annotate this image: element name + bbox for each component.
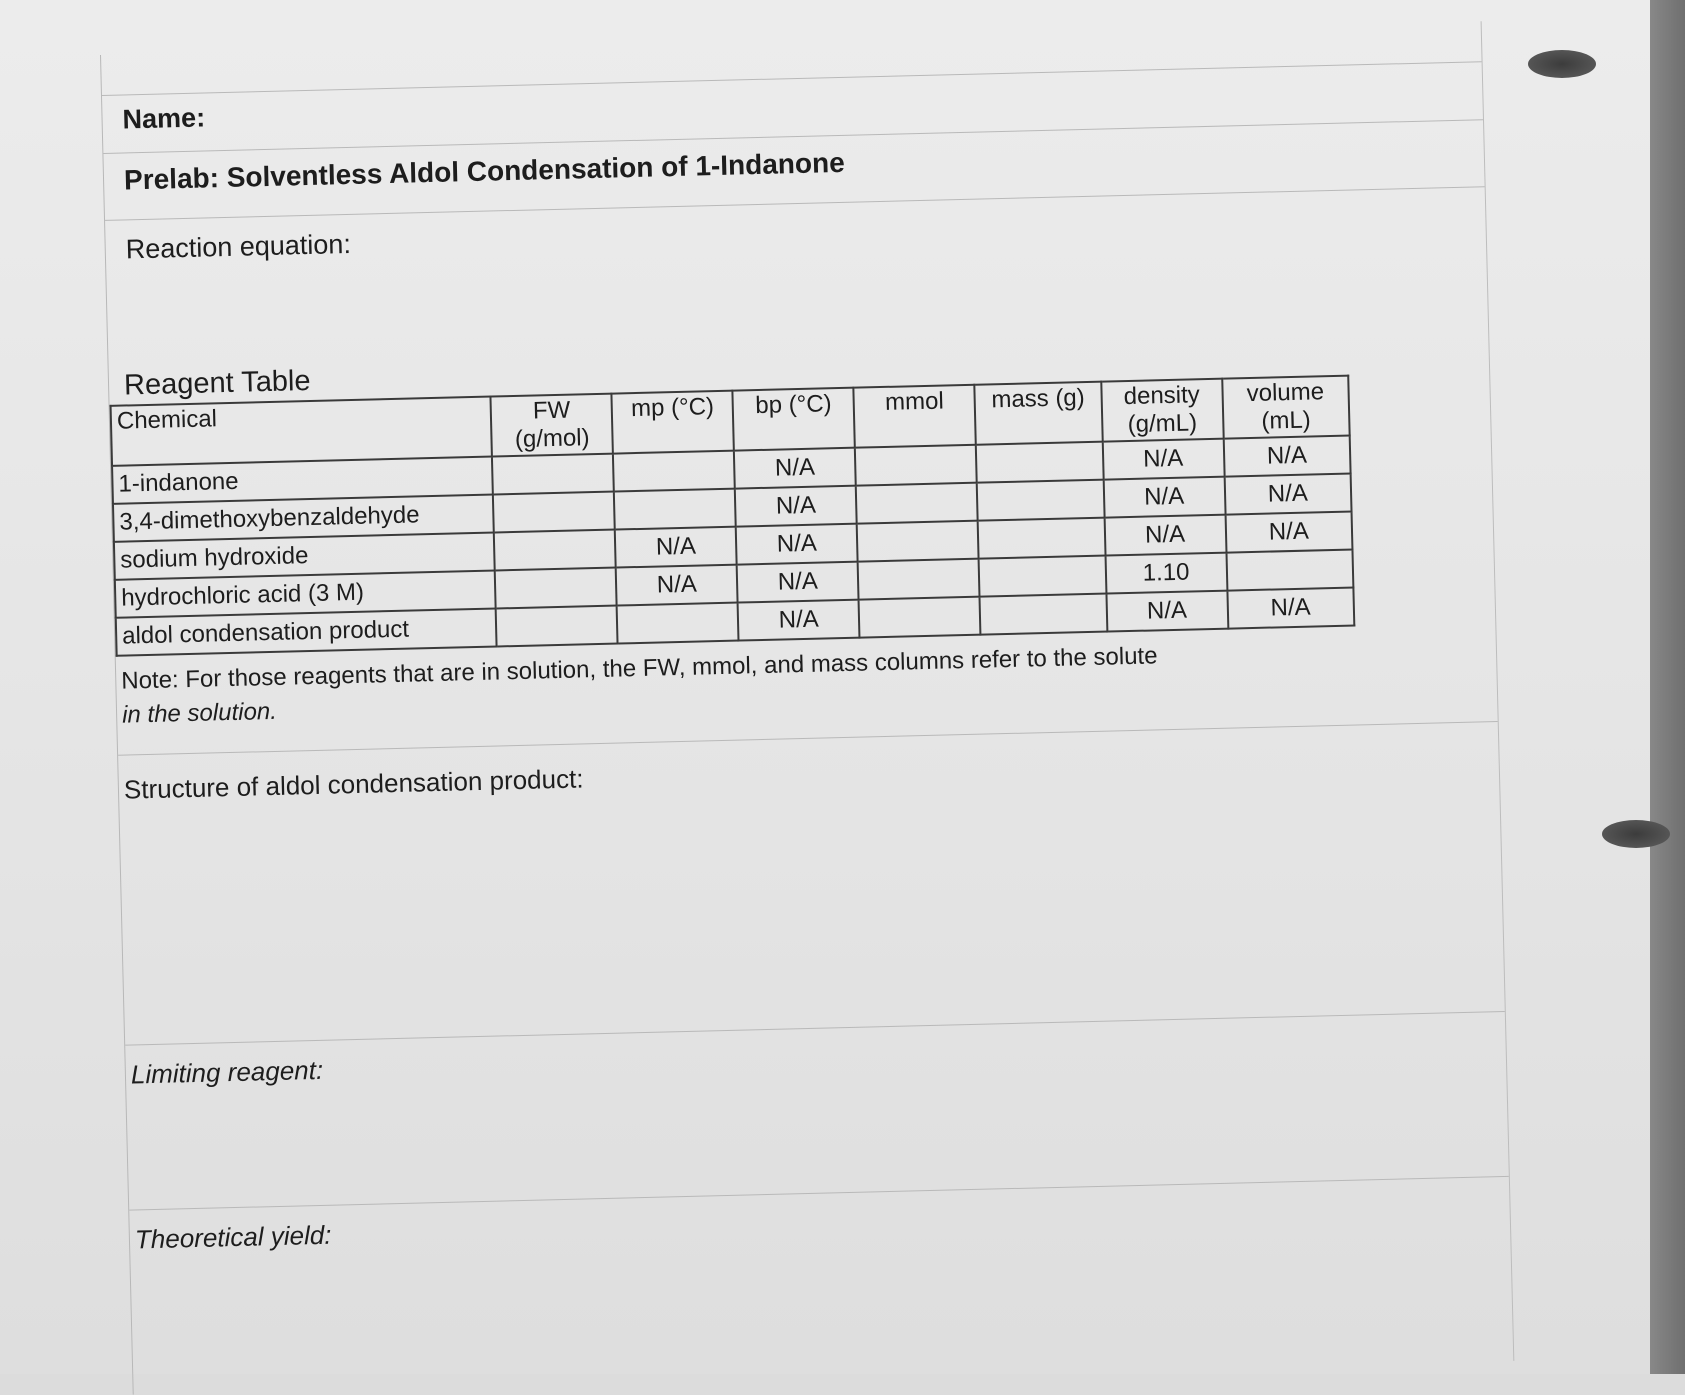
table-cell	[614, 489, 736, 530]
reagent-table	[110, 375, 1356, 657]
table-cell: hydrochloric acid (3 M)	[115, 571, 496, 618]
punch-hole-top	[1528, 50, 1596, 78]
table-cell	[859, 597, 981, 638]
table-cell: N/A	[1227, 588, 1354, 629]
table-cell	[492, 454, 614, 495]
column-header: FW (g/mol)	[491, 394, 613, 457]
table-cell	[858, 559, 980, 600]
table-cell: N/A	[615, 527, 737, 568]
table-cell	[856, 483, 978, 524]
column-header: density (g/mL)	[1101, 379, 1223, 442]
column-header: mp (°C)	[612, 391, 734, 454]
table-cell: N/A	[736, 524, 858, 565]
punch-hole-middle	[1602, 820, 1670, 848]
column-header: volume (mL)	[1222, 376, 1350, 439]
table-cell: 1.10	[1105, 553, 1227, 594]
worksheet	[100, 21, 1514, 1394]
table-cell: N/A	[1103, 477, 1225, 518]
reagent-table-title: Reagent Table	[123, 364, 311, 402]
limiting-reagent-label: Limiting reagent:	[130, 1054, 324, 1090]
table-cell	[979, 556, 1106, 597]
table-cell	[980, 594, 1107, 635]
table-cell: N/A	[616, 565, 738, 606]
table-cell: N/A	[1224, 474, 1351, 515]
table-cell	[857, 521, 979, 562]
page-title: Prelab: Solventless Aldol Condensation of 1-Indanone	[123, 146, 846, 196]
note-line: in the solution.	[121, 697, 278, 729]
column-header: Chemical	[111, 397, 493, 466]
table-cell: aldol condensation product	[116, 608, 497, 655]
ruled-line	[125, 1011, 1505, 1046]
table-cell: 3,4-dimethoxybenzaldehyde	[113, 495, 494, 542]
structure-question-label: Structure of aldol condensation product:	[123, 763, 584, 805]
table-cell	[976, 442, 1103, 483]
table-cell: N/A	[737, 562, 859, 603]
table-cell: N/A	[1106, 591, 1228, 632]
table-cell: N/A	[1104, 515, 1226, 556]
table-cell	[613, 451, 735, 492]
name-label: Name:	[122, 102, 206, 135]
table-cell	[494, 530, 616, 571]
table-cell: N/A	[735, 486, 857, 527]
table-cell	[855, 445, 977, 486]
table-cell: N/A	[1102, 439, 1224, 480]
table-cell: 1-indanone	[112, 457, 493, 504]
table-cell	[493, 492, 615, 533]
column-header: mmol	[854, 385, 976, 448]
table-cell: N/A	[734, 448, 856, 489]
column-header: bp (°C)	[733, 388, 855, 451]
theoretical-yield-label: Theoretical yield:	[134, 1219, 332, 1255]
table-cell	[495, 568, 617, 609]
note-line: Note: For those reagents that are in solution, the FW, mmol, and mass columns refer to the solute	[120, 642, 1158, 695]
ruled-line	[102, 61, 1482, 96]
table-cell: N/A	[738, 600, 860, 641]
reaction-equation-label: Reaction equation:	[125, 228, 352, 265]
table-cell: N/A	[1225, 512, 1352, 553]
table-cell	[496, 606, 618, 647]
table-cell	[1226, 550, 1353, 591]
column-header: mass (g)	[975, 382, 1103, 445]
table-cell: N/A	[1223, 436, 1350, 477]
table-cell	[617, 603, 739, 644]
ruled-line	[129, 1176, 1509, 1211]
table-cell	[978, 518, 1105, 559]
table-cell: sodium hydroxide	[114, 533, 495, 580]
table-cell	[977, 480, 1104, 521]
